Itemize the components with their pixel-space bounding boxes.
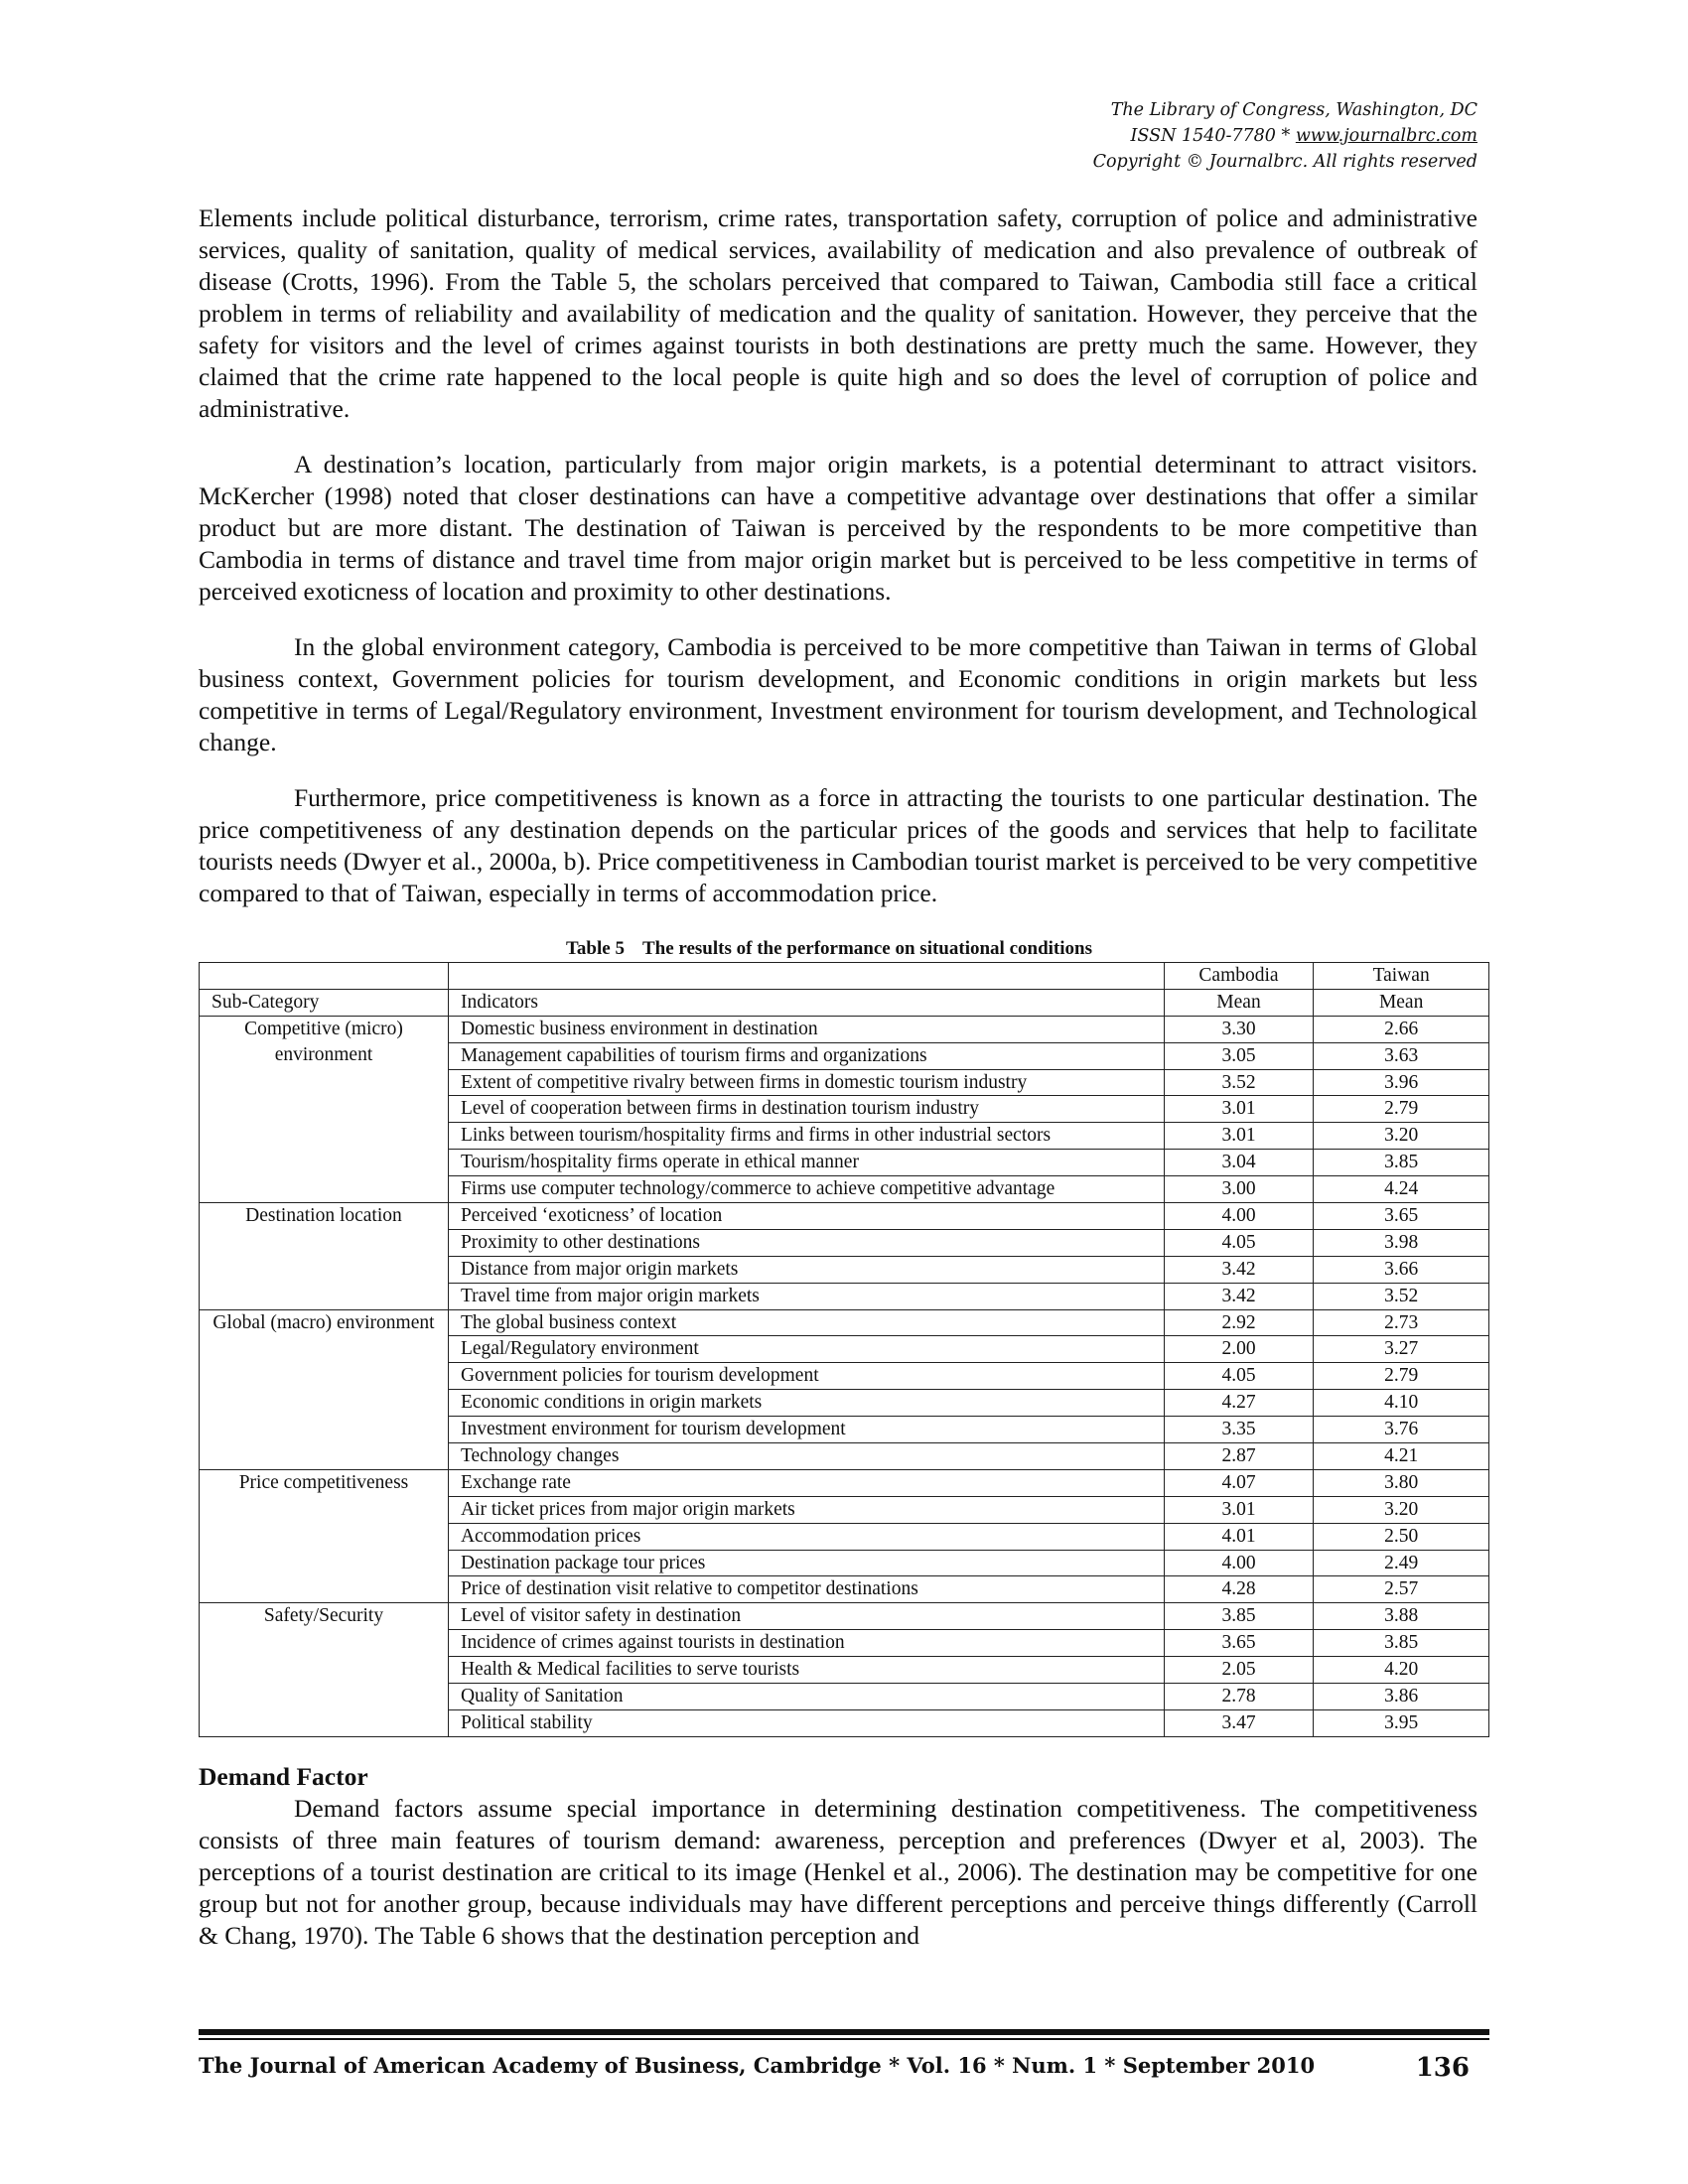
taiwan-mean-cell: 3.95 — [1314, 1709, 1489, 1736]
indicator-cell: The global business context — [448, 1309, 1164, 1336]
table-header-row-countries — [200, 963, 1489, 990]
section-heading-demand: Demand Factor — [199, 1762, 368, 1791]
paragraph-demand: Demand factors assume special importance in determining destination competitiveness. The competitiveness consists of three main features of tourism demand: awareness, perception and preferences (Dwyer et al, 2003). The perceptions of a tourist destination are critical to its image (Henkel et al., 2006). The destination may be competitive for one group but not for another group, because individuals may have different perceptions and perceive things differently (Carroll & Chang, 1970). The Table 6 shows that the destination perception and — [199, 1794, 1477, 1950]
cambodia-mean-cell: 4.01 — [1164, 1523, 1314, 1550]
running-header — [1093, 97, 1477, 175]
sub-category-cell: Safety/Security — [200, 1603, 449, 1736]
cambodia-mean-cell: 3.42 — [1164, 1283, 1314, 1309]
taiwan-mean-cell: 3.80 — [1314, 1469, 1489, 1496]
table-row — [200, 1469, 1489, 1496]
sub-category-cell: Competitive (micro) environment — [200, 1016, 449, 1202]
indicator-cell: Travel time from major origin markets — [448, 1283, 1164, 1309]
taiwan-mean-cell: 3.65 — [1314, 1203, 1489, 1230]
taiwan-mean-cell: 2.57 — [1314, 1576, 1489, 1603]
taiwan-mean-cell: 3.88 — [1314, 1603, 1489, 1630]
indicator-cell: Level of cooperation between firms in destination tourism industry — [448, 1096, 1164, 1123]
cambodia-mean-cell: 4.07 — [1164, 1469, 1314, 1496]
taiwan-mean-cell: 2.50 — [1314, 1523, 1489, 1550]
running-footer — [199, 2053, 1470, 2083]
cambodia-mean-cell: 3.85 — [1164, 1603, 1314, 1630]
table-row — [200, 1309, 1489, 1336]
cambodia-mean-cell: 4.05 — [1164, 1229, 1314, 1256]
taiwan-mean-cell: 3.96 — [1314, 1069, 1489, 1096]
taiwan-mean-cell: 2.73 — [1314, 1309, 1489, 1336]
header-mean-taiwan: Mean — [1314, 989, 1489, 1016]
taiwan-mean-cell: 2.79 — [1314, 1363, 1489, 1390]
cambodia-mean-cell: 3.05 — [1164, 1042, 1314, 1069]
cambodia-mean-cell: 4.00 — [1164, 1203, 1314, 1230]
indicator-cell: Exchange rate — [448, 1469, 1164, 1496]
indicator-cell: Tourism/hospitality firms operate in ethical manner — [448, 1150, 1164, 1176]
table-header-row-labels — [200, 989, 1489, 1016]
indicator-cell: Investment environment for tourism development — [448, 1417, 1164, 1443]
table-caption-title: The results of the performance on situational conditions — [641, 938, 1092, 959]
sub-category-cell: Price competitiveness — [200, 1469, 449, 1602]
results-table — [199, 962, 1489, 1737]
header-indicators: Indicators — [448, 989, 1164, 1016]
taiwan-mean-cell: 3.76 — [1314, 1417, 1489, 1443]
taiwan-mean-cell: 2.79 — [1314, 1096, 1489, 1123]
taiwan-mean-cell: 3.20 — [1314, 1496, 1489, 1523]
sub-category-cell: Global (macro) environment — [200, 1309, 449, 1469]
paragraph-global: In the global environment category, Cambodia is perceived to be more competitive than Taiwan in terms of Global business context, Government policies for tourism development, and Economic conditions in origin markets but less competitive in terms of Legal/Regulatory environment, Investment environment for tourism development, and Technological change. — [199, 632, 1477, 756]
taiwan-mean-cell: 3.98 — [1314, 1229, 1489, 1256]
cambodia-mean-cell: 3.04 — [1164, 1150, 1314, 1176]
indicator-cell: Technology changes — [448, 1443, 1164, 1470]
indicator-cell: Government policies for tourism development — [448, 1363, 1164, 1390]
indicator-cell: Health & Medical facilities to serve tourists — [448, 1657, 1164, 1684]
cambodia-mean-cell: 3.42 — [1164, 1256, 1314, 1283]
header-issn — [1093, 123, 1477, 149]
taiwan-mean-cell: 3.85 — [1314, 1630, 1489, 1657]
cambodia-mean-cell: 3.52 — [1164, 1069, 1314, 1096]
cambodia-mean-cell: 4.28 — [1164, 1576, 1314, 1603]
header-copyright: Copyright © Journalbrc. All rights reserved — [1092, 152, 1477, 172]
table-caption-label: Table 5 — [566, 938, 625, 959]
indicator-cell: Air ticket prices from major origin markets — [448, 1496, 1164, 1523]
taiwan-mean-cell: 4.24 — [1314, 1176, 1489, 1203]
cambodia-mean-cell: 2.87 — [1164, 1443, 1314, 1470]
header-sub-category: Sub-Category — [200, 989, 449, 1016]
cambodia-mean-cell: 3.00 — [1164, 1176, 1314, 1203]
sub-category-cell: Destination location — [200, 1203, 449, 1310]
cambodia-mean-cell: 4.05 — [1164, 1363, 1314, 1390]
indicator-cell: Destination package tour prices — [448, 1550, 1164, 1576]
header-library: The Library of Congress, Washington, DC — [1110, 100, 1477, 120]
indicator-cell: Level of visitor safety in destination — [448, 1603, 1164, 1630]
cambodia-mean-cell: 3.01 — [1164, 1123, 1314, 1150]
paragraph-safety: Elements include political disturbance, terrorism, crime rates, transportation safety, corruption of police and administrative services, quality of sanitation, quality of medical services, availability of medication and also prevalence of outbreak of disease (Crotts, 1996). From the Table 5, the scholars perceived that compared to Taiwan, Cambodia still face a critical problem in terms of reliability and availability of medication and the quality of sanitation. However, they perceive that the safety for visitors and the level of crimes against tourists in both destinations are pretty much the same. However, they claimed that the crime rate happened to the local people is quite high and so does the level of corruption of police and administrative. — [199, 204, 1477, 423]
table-row — [200, 1603, 1489, 1630]
indicator-cell: Extent of competitive rivalry between firms in domestic tourism industry — [448, 1069, 1164, 1096]
cambodia-mean-cell: 2.78 — [1164, 1684, 1314, 1710]
header-mean-cambodia: Mean — [1164, 989, 1314, 1016]
header-empty-cell — [200, 963, 449, 990]
indicator-cell: Political stability — [448, 1709, 1164, 1736]
header-issn-text: ISSN 1540-7780 * — [1130, 126, 1296, 146]
taiwan-mean-cell: 3.86 — [1314, 1684, 1489, 1710]
header-country-taiwan: Taiwan — [1314, 963, 1489, 990]
taiwan-mean-cell: 2.66 — [1314, 1016, 1489, 1042]
cambodia-mean-cell: 4.27 — [1164, 1390, 1314, 1417]
indicator-cell: Incidence of crimes against tourists in destination — [448, 1630, 1164, 1657]
indicator-cell: Legal/Regulatory environment — [448, 1336, 1164, 1363]
indicator-cell: Price of destination visit relative to competitor destinations — [448, 1576, 1164, 1603]
cambodia-mean-cell: 3.01 — [1164, 1096, 1314, 1123]
cambodia-mean-cell: 4.00 — [1164, 1550, 1314, 1576]
table-row — [200, 1203, 1489, 1230]
cambodia-mean-cell: 2.92 — [1164, 1309, 1314, 1336]
taiwan-mean-cell: 3.27 — [1314, 1336, 1489, 1363]
cambodia-mean-cell: 3.47 — [1164, 1709, 1314, 1736]
taiwan-mean-cell: 4.20 — [1314, 1657, 1489, 1684]
cambodia-mean-cell: 2.00 — [1164, 1336, 1314, 1363]
indicator-cell: Quality of Sanitation — [448, 1684, 1164, 1710]
cambodia-mean-cell: 3.30 — [1164, 1016, 1314, 1042]
table-row — [200, 1016, 1489, 1042]
indicator-cell: Firms use computer technology/commerce to achieve competitive advantage — [448, 1176, 1164, 1203]
cambodia-mean-cell: 3.35 — [1164, 1417, 1314, 1443]
taiwan-mean-cell: 3.52 — [1314, 1283, 1489, 1309]
taiwan-mean-cell: 3.66 — [1314, 1256, 1489, 1283]
table-caption — [199, 938, 1477, 960]
journal-website-link[interactable]: www.journalbrc.com — [1295, 126, 1477, 146]
paragraph-location: A destination’s location, particularly from major origin markets, is a potential determinant to attract visitors. McKercher (1998) noted that closer destinations can have a competitive advantage over destinations that offer a similar product but are more distant. The destination of Taiwan is perceived by the respondents to be more competitive than Cambodia in terms of distance and travel time from major origin market but is perceived to be less competitive in terms of perceived exoticness of location and proximity to other destinations. — [199, 450, 1477, 606]
indicator-cell: Links between tourism/hospitality firms and firms in other industrial sectors — [448, 1123, 1164, 1150]
cambodia-mean-cell: 2.05 — [1164, 1657, 1314, 1684]
body-section — [199, 203, 1477, 933]
page-number: 136 — [1415, 2053, 1470, 2083]
indicator-cell: Management capabilities of tourism firms and organizations — [448, 1042, 1164, 1069]
taiwan-mean-cell: 4.10 — [1314, 1390, 1489, 1417]
header-country-cambodia: Cambodia — [1164, 963, 1314, 990]
indicator-cell: Distance from major origin markets — [448, 1256, 1164, 1283]
indicator-cell: Accommodation prices — [448, 1523, 1164, 1550]
indicator-cell: Economic conditions in origin markets — [448, 1390, 1164, 1417]
indicator-cell: Domestic business environment in destination — [448, 1016, 1164, 1042]
footer-journal: The Journal of American Academy of Business, Cambridge * Vol. 16 * Num. 1 * September 2010 — [199, 2053, 1316, 2078]
taiwan-mean-cell: 4.21 — [1314, 1443, 1489, 1470]
cambodia-mean-cell: 3.65 — [1164, 1630, 1314, 1657]
taiwan-mean-cell: 2.49 — [1314, 1550, 1489, 1576]
footer-rule-thin — [199, 2038, 1489, 2040]
cambodia-mean-cell: 3.01 — [1164, 1496, 1314, 1523]
footer-rule-thick — [199, 2029, 1489, 2035]
indicator-cell: Proximity to other destinations — [448, 1229, 1164, 1256]
indicator-cell: Perceived ‘exoticness’ of location — [448, 1203, 1164, 1230]
paragraph-price: Furthermore, price competitiveness is known as a force in attracting the tourists to one particular destination. The price competitiveness of any destination depends on the particular prices of the goods and services that help to facilitate tourists needs (Dwyer et al., 2000a, b). Price competitiveness in Cambodian tourist market is perceived to be very competitive compared to that of Taiwan, especially in terms of accommodation price. — [199, 783, 1477, 907]
taiwan-mean-cell: 3.20 — [1314, 1123, 1489, 1150]
demand-section — [199, 1761, 1477, 1976]
taiwan-mean-cell: 3.63 — [1314, 1042, 1489, 1069]
taiwan-mean-cell: 3.85 — [1314, 1150, 1489, 1176]
header-empty-cell — [448, 963, 1164, 990]
